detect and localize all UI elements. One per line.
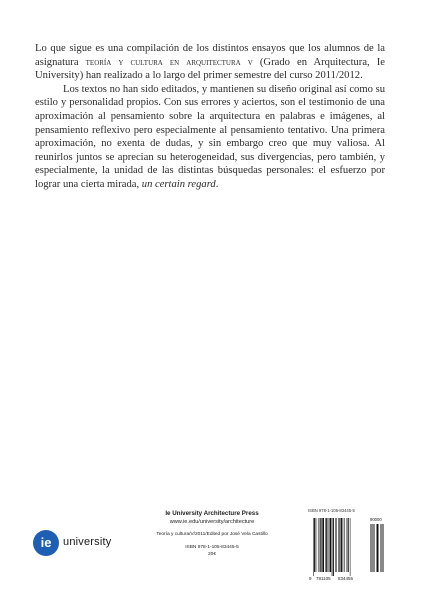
- barcode-icon: [308, 516, 392, 582]
- period: .: [215, 178, 219, 190]
- intro-text-cont: (Grado en Arquitectura, Ie University) han realizado a lo largo del primer semestre del curso 2011/2012.: [35, 56, 386, 82]
- barcode: [308, 508, 392, 582]
- barcode-digits-left: 9: [309, 576, 312, 581]
- publisher-url: www.ie.edu/university/architecture: [169, 519, 255, 525]
- ie-logo-icon: ie: [33, 530, 59, 556]
- body-text: Los textos no han sido editados, y mantienen su diseño original así como su estilo y personalidad propios. Con sus errores y aciertos, son el testimonio de una aproximación al pensamiento sobre la arquitectura en palabras e imágenes, al pensamiento reflexivo pero especialmente al pensamiento tentativo. Una primera aproximación, no exenta de dudas, y sin embargo creo que muy valiosa. Al reunirlos juntos se aprecian su heterogeneidad, sus divergencias, pero también, y especialmente, la unidad de las distintas búsquedas personales: el esfuerzo por lograr una cierta mirada,: [35, 83, 385, 190]
- isbn-text: ISBN 978-1-105-83445-5: [185, 545, 239, 550]
- editor-credit: Teoría y cultura/V/2011/Edited por José Vela Castillo: [156, 532, 268, 537]
- intro-paragraph-2: [35, 83, 385, 192]
- barcode-addon-digits: 90000: [370, 517, 382, 522]
- barcode-digits-right: 834455: [338, 576, 354, 581]
- back-cover-text: [35, 42, 385, 192]
- intro-text: Lo que sigue es una compilación de los distintos ensayos que los alumnos de la asignatura: [35, 43, 385, 68]
- price-text: 20€: [207, 552, 216, 557]
- ie-university-logo: [33, 530, 125, 558]
- publisher-info: [132, 510, 292, 558]
- barcode-digits-mid: 781105: [316, 576, 331, 581]
- course-name: teoría y cultura en arquitectura v: [85, 56, 253, 68]
- barcode-isbn-label: ISBN 978-1-105-83445-5: [308, 508, 355, 513]
- logo-wordmark: university: [63, 536, 112, 548]
- publisher-name: Ie University Architecture Press: [165, 510, 259, 517]
- intro-paragraph-1: [35, 42, 385, 83]
- italic-phrase: un certain regard: [141, 178, 216, 190]
